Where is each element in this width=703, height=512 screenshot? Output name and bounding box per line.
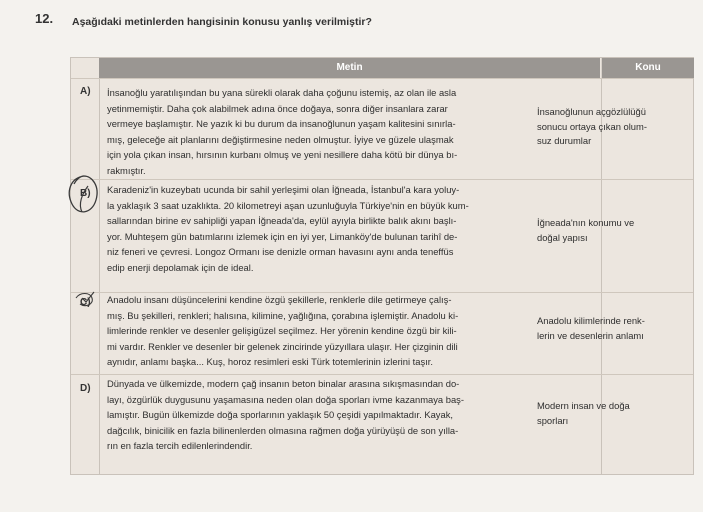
header-konu: Konu — [601, 58, 694, 78]
option-konu: Modern insan ve doğa sporları — [537, 400, 630, 426]
option-label: C) — [80, 297, 91, 308]
option-row-a[interactable] — [71, 78, 693, 190]
option-konu: İğneada'nın konumu ve doğal yapısı — [537, 217, 635, 243]
option-row-c[interactable] — [71, 292, 693, 375]
option-label: A) — [80, 86, 91, 97]
option-metin: Anadolu insanı düşüncelerini kendine özgü şekillerle, renklerle dile getirmeye çalış- mış. Bu şekilleri, renkleri; halısına, kilimine, yağlığına, çorabına işlemiştir. Anadolu ki- limlerinde renkler ve desenler gelişigüzel seçilmez. Her yörenin kendine özgü bir kili- mi vardır. Renkler ve desenler bir gelenek zincirinde yüzyıllara ulaşır. Her çizginin dili aynıdır, anlamı başka... Kuş, horoz resimleri eski Türk totemlerinin izlerini taşır. — [107, 294, 459, 368]
option-konu: Anadolu kilimlerinde renk- lerin ve desenlerin anlamı — [537, 315, 645, 341]
header-metin: Metin — [99, 58, 600, 78]
option-row-b[interactable] — [71, 179, 693, 284]
option-label: D) — [80, 383, 91, 394]
option-metin: Dünyada ve ülkemizde, modern çağ insanın beton binalar arasına sıkışmasından do- layı, özgürlük duygusunu yaşamasına neden olan doğa sporları ivme kazanmaya baş- lamıştır. Bugün ülkemizde doğa sporlarının yaklaşık 50 çeşidi yapılmaktadır. Kayak, dağcılık, binicilik en fazla bilinenlerden olmasına rağmen doğa yürüyüşü de son yılla- rın en fazla tercih edilenlerindendir. — [107, 378, 464, 452]
option-metin: İnsanoğlu yaratılışından bu yana sürekli olarak daha çoğunu istemiş, az olan ile asla yetinmemiştir. Daha çok alabilmek adına önce doğaya, sonra diğer insanlara zarar vermeye başlamıştır. Ne yazık ki bu durum da insanoğlunun yaşam kalitesini sınırla- mış, geleceğe ait planlarını değiştirmesine neden olmuştur. İyiye ve güzele ulaşmak için yola çıkan insan, hırsının kurbanı olmuş ve yeni nesillere daha kötü bir dünya bı- rakmıştır. — [107, 87, 458, 176]
option-row-d[interactable] — [71, 374, 693, 475]
option-label: B) — [80, 188, 91, 199]
answer-table — [70, 57, 694, 475]
question-number: 12. — [35, 11, 54, 26]
option-konu: İnsanoğlunun açgözlülüğü sonucu ortaya çıkan olum- suz durumlar — [537, 106, 647, 146]
question-text: Aşağıdaki metinlerden hangisinin konusu yanlış verilmiştir? — [72, 16, 372, 28]
option-metin: Karadeniz'in kuzeybatı ucunda bir sahil yerleşimi olan İğneada, İstanbul'a kara yoluy- la yaklaşık 3 saat uzaklıkta. 20 kilometreyi aşan uzunluğuyla Türkiye'nin en büyük kum- sallarından birine ev sahipliği yapan İğneada'da, eylül ayıyla birlikte balık akını başlı- yor. Muhteşem gün batımlarını izlemek için en iyi yer, Limanköy'de bulunan tarihî de- niz feneri ve çevresi. Longoz Ormanı ise denizle orman havasını aynı anda teneffüs edip enerji depolamak için de ideal. — [107, 184, 469, 273]
